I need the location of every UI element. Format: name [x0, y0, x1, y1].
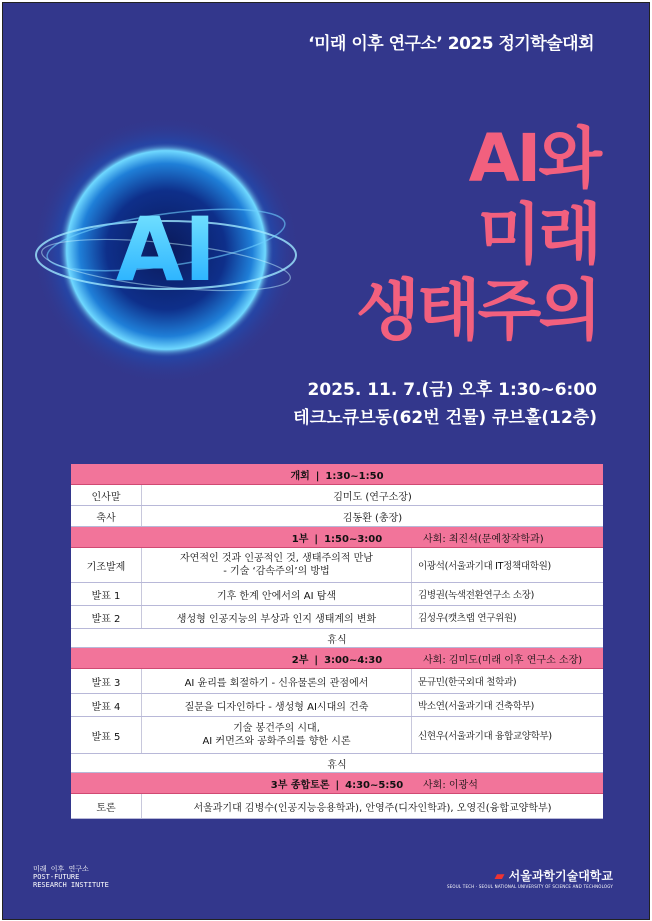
session-header-opening: 개회 | 1:30~1:50 [71, 464, 603, 485]
table-row [71, 506, 603, 527]
event-date: 2025. 11. 7.(금) 오후 1:30~6:00 [307, 380, 597, 400]
ai-globe-illustration [31, 115, 301, 385]
title-line-2: 미래 [477, 196, 599, 273]
row-speaker: 박소연(서울과기대 건축학부) [418, 701, 535, 712]
row-title: 생성형 인공지능의 부상과 인지 생태계의 변화 [141, 606, 412, 628]
break-row: 휴식 [71, 754, 603, 773]
row-value: 김동환 (총장) [141, 506, 603, 526]
row-speaker: 김성우(캣츠랩 연구위원) [418, 613, 517, 624]
institute-name-ko: 미래 이후 연구소 [33, 865, 89, 873]
row-speaker: 문규민(한국외대 철학과) [418, 677, 517, 688]
institute-name-en-2: RESEARCH INSTITUTE [33, 881, 109, 889]
session-header-2: 2부 | 3:00~4:30 사회: 김미도(미래 이후 연구소 소장) [71, 648, 603, 669]
poster [2, 2, 650, 920]
university-name: 서울과학기술대학교 [508, 869, 613, 883]
row-title: AI 윤리를 회절하기 - 신유물론의 관점에서 [141, 669, 412, 693]
institute-logo [33, 865, 109, 889]
university-emblem-icon: ▰ [494, 869, 505, 884]
row-title [141, 717, 412, 753]
row-value: 서울과기대 김병수(인공지능응용학과), 안영주(디자인학과), 오영진(융합교양학부) [141, 794, 603, 818]
table-row [71, 548, 603, 583]
table-row [71, 794, 603, 819]
table-row [71, 583, 603, 606]
globe-ai-text: AI [115, 198, 217, 301]
session-label: 개회 [290, 470, 310, 482]
table-row [71, 669, 603, 694]
row-speaker: 김병권(녹색전환연구소 소장) [418, 590, 535, 601]
table-row [71, 485, 603, 506]
main-title [356, 121, 599, 349]
row-label: 발표 2 [91, 613, 121, 625]
row-title: 질문을 디자인하다 - 생성형 AI시대의 건축 [141, 694, 412, 716]
university-logo [447, 867, 613, 889]
session-host: 사회: 최진석(문예창작학과) [423, 533, 544, 545]
session-label: 2부 [291, 654, 309, 666]
session-header-1: 1부 | 1:50~3:00 사회: 최진석(문예창작학과) [71, 527, 603, 548]
break-row: 휴식 [71, 629, 603, 648]
title-part-2: - 기술 ‘감속주의’의 방법 [223, 566, 330, 577]
event-venue: 테크노큐브동(62번 건물) 큐브홀(12층) [293, 408, 597, 428]
university-name-en: SEOUL TECH · SEOUL NATIONAL UNIVERSITY OF SCIENCE AND TECHNOLOGY [446, 884, 613, 889]
session-time: 1:30~1:50 [325, 470, 384, 482]
row-label: 발표 4 [91, 701, 121, 713]
row-label: 발표 3 [91, 677, 121, 689]
session-label: 3부 종합토론 [270, 779, 330, 791]
conference-title: ‘미래 이후 연구소’ 2025 정기학술대회 [308, 34, 594, 54]
row-title [141, 548, 412, 582]
row-label: 인사말 [91, 491, 121, 503]
session-time: 3:00~4:30 [324, 654, 383, 666]
session-time: 1:50~3:00 [324, 533, 383, 545]
session-header-3: 3부 종합토론 | 4:30~5:50 사회: 이광석 [71, 773, 603, 794]
title-part-1: 기술 봉건주의 시대, [233, 723, 320, 734]
row-label: 축사 [96, 512, 116, 524]
session-time: 4:30~5:50 [345, 779, 404, 791]
title-line-1: AI와 [468, 120, 599, 197]
schedule-table [71, 464, 603, 819]
title-part-1: 자연적인 것과 인공적인 것, 생태주의적 만남 [180, 553, 373, 564]
table-row [71, 606, 603, 629]
session-label: 1부 [291, 533, 309, 545]
table-row [71, 694, 603, 717]
row-label: 토론 [96, 802, 116, 814]
row-label: 발표 5 [91, 731, 121, 743]
row-label: 기조발제 [86, 561, 126, 573]
row-label: 발표 1 [91, 590, 121, 602]
title-part-2: AI 커먼즈와 공화주의를 향한 시론 [202, 736, 351, 747]
session-host: 사회: 이광석 [423, 779, 478, 791]
row-value: 김미도 (연구소장) [141, 485, 603, 505]
row-speaker: 이광석(서울과기대 IT정책대학원) [418, 561, 551, 572]
row-title: 기후 한계 안에서의 AI 탐색 [141, 583, 412, 605]
institute-name-en-1: POST-FUTURE [33, 873, 80, 881]
title-line-3: 생태주의 [355, 272, 599, 349]
table-row [71, 717, 603, 754]
session-host: 사회: 김미도(미래 이후 연구소 소장) [423, 654, 583, 666]
row-speaker: 신현우(서울과기대 융합교양학부) [418, 731, 552, 742]
